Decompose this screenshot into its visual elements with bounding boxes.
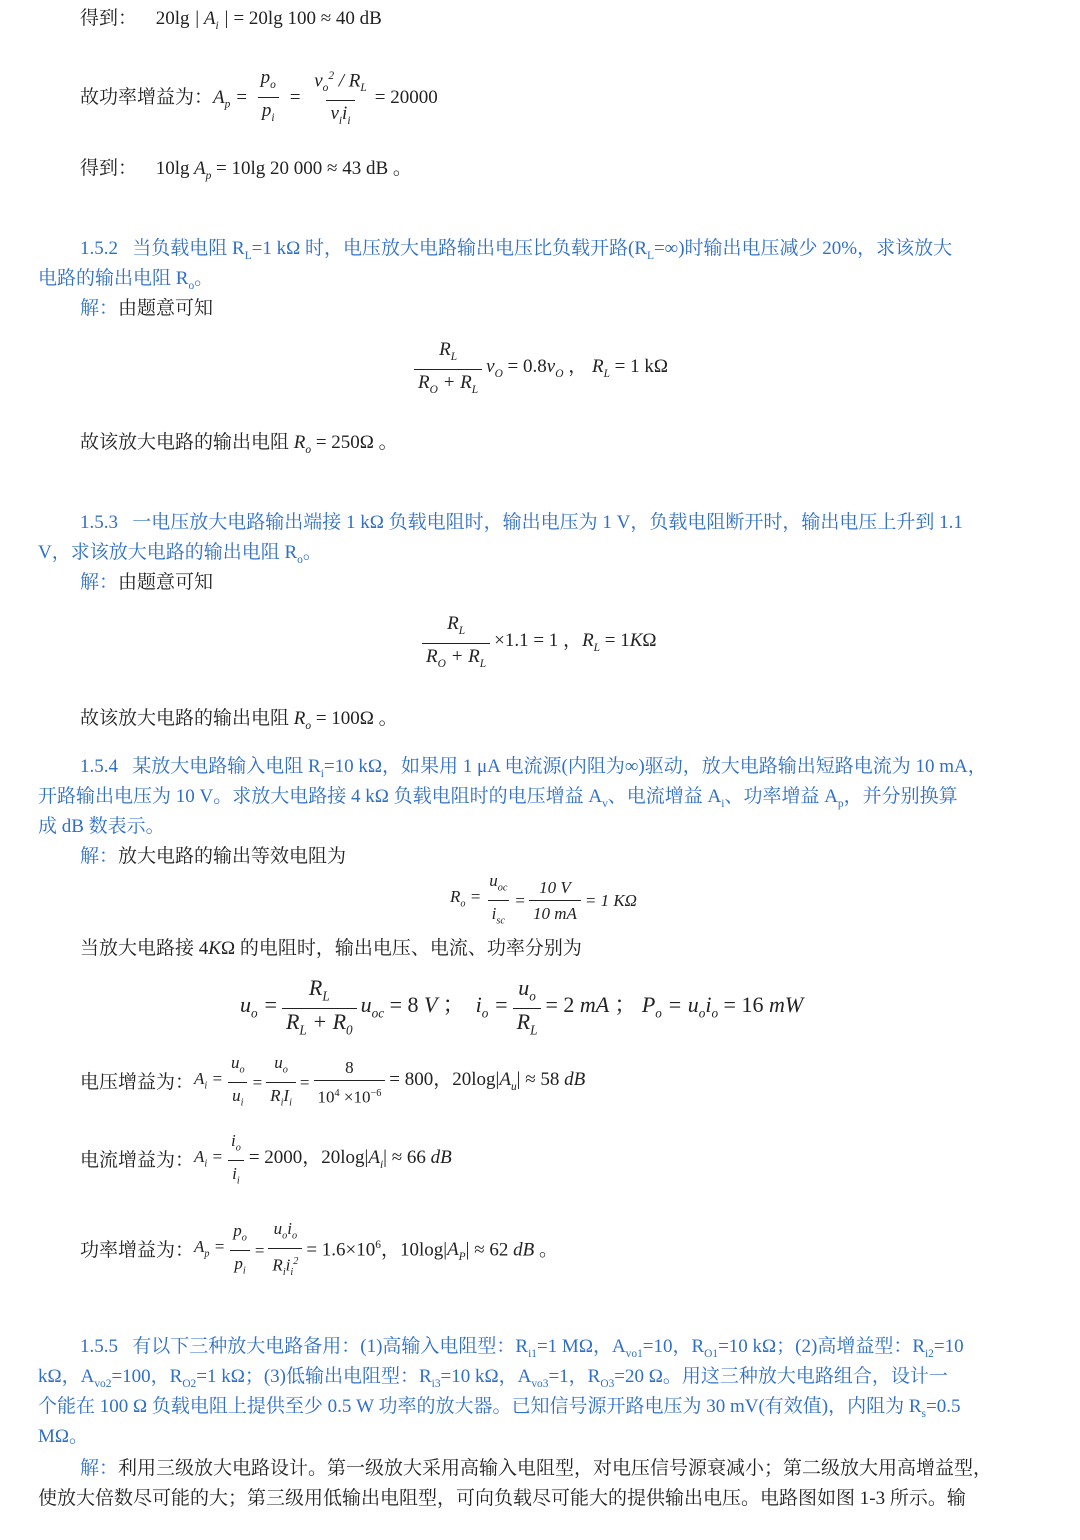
problem-1-5-5-line-3: 个能在 100 Ω 负载电阻上提供至少 0.5 W 功率的放大器。已知信号源开路电压为 30 mV(有效值)，内阻为 $R_s=0.5$ <box>38 1396 961 1420</box>
pgain-frac-1: $\frac{p_o}{p_i}$ <box>229 1220 251 1283</box>
current-gain-result: = 2000，$20\log|A_i| \approx 66$ dB <box>248 1146 452 1171</box>
problem-1-5-2-line-2: 电路的输出电阻 $R_o$。 <box>38 268 214 292</box>
equation-1-5-2 <box>410 338 668 402</box>
get-expr-1: 20lg | $A_i$ | = 20lg 100 ≈ 40 dB <box>155 8 382 32</box>
power-gain-formula: $A_p$ = $\frac{p_o}{p_i}$ = $\frac{v_o^2 / R_L}{v_ii_i}$ <box>213 65 375 132</box>
current-gain-label: 电流增益为： <box>80 1150 195 1171</box>
current-gain-line: 电流增益为： $A_i$ = $\frac{i_o}{i_i}$ = 2000，$20\log|A_i| \approx 66$ dB <box>80 1132 452 1190</box>
problem-1-5-2-line-1: 1.5.2 当负载电阻 $R_L=1$ kΩ 时，电压放大电路输出电压比负载开路$(R_L=\infty)$时输出电压减少 20%，求该放大 <box>80 238 953 262</box>
eq-rhs: $v_O = 0.8v_O$ ， $R_L = 1$ kΩ <box>486 355 668 380</box>
problem-1-5-4-line-3: 成 dB 数表示。 <box>38 816 165 837</box>
get-line-2 <box>80 156 412 189</box>
igain-frac: $\frac{i_o}{i_i}$ <box>227 1130 245 1193</box>
vgain-num: 8 <box>345 1058 354 1078</box>
uo-fraction: $\frac{R_L}{R_L + R_0}$ <box>282 977 357 1042</box>
power-gain-result-2: = $1.6\times 10^6$，$10\log|A_P| \approx 62$ dB 。 <box>306 1238 558 1264</box>
power-gain-label: 故功率增益为： <box>80 87 214 108</box>
problem-1-5-4-line-1: 1.5.4 某放大电路输入电阻 $R_i=10$ kΩ，如果用 1 μA 电流源(内阻为∞)驱动，放大电路输出短路电流为 10 mA， <box>80 756 987 780</box>
vgain-frac-1: $\frac{u_o}{u_i}$ <box>227 1052 249 1115</box>
ro-den: 10 mA <box>529 900 581 925</box>
get-label: 得到： <box>80 8 138 29</box>
voltage-gain-label: 电压增益为： <box>80 1072 195 1093</box>
power-gain-line <box>80 66 438 130</box>
result-1-5-3: 故该放大电路的输出电阻 $R_o = 100\Omega$ 。 <box>80 708 398 732</box>
output-equations: $u_o$ = $\frac{R_L}{R_L + R_0}$ $u_{oc} = 8$ V ； $i_o$ = $\frac{u_o}{R_L}$ = 2 mA ； $P_o = u_oi_o = 16$ mW <box>240 976 803 1042</box>
equation-1-5-3 <box>418 612 657 676</box>
problem-1-5-5-line-1: 1.5.5 有以下三种放大电路备用：(1)高输入电阻型：$R_{i1}=1$ MΩ，$A_{vo1}=10$，$R_{O1}=10$ kΩ；(2)高增益型：$R_{i2}=10$ <box>80 1336 964 1360</box>
solution-1-5-4: 解：放大电路的输出等效电阻为 <box>80 846 347 867</box>
solution-1-5-2: 解：由题意可知 <box>80 298 214 319</box>
power-gain-line-2: 功率增益为： $A_p$ = $\frac{p_o}{p_i}$ = $\frac{u_oi_o}{R_ii_i^2}$ = $1.6\times 10^6$，$10\log|A_P| \approx 62$ dB 。 <box>80 1220 558 1282</box>
solution-1-5-5-line-1: 解：利用三级放大电路设计。第一级放大采用高输入电阻型，对电压信号源衰减小；第二级放大用高增益型， <box>80 1458 993 1479</box>
pgain-frac-2: $\frac{u_oi_o}{R_ii_i^2}$ <box>268 1218 302 1284</box>
problem-1-5-5-line-4: MΩ。 <box>38 1426 89 1447</box>
ro-lhs: $R_o$ = <box>450 887 482 910</box>
voltage-gain-line: 电压增益为： $A_i$ = $\frac{u_o}{u_i}$ = $\frac{u_o}{R_iI_i}$ = $\frac{8}{10^4 \times 10^{-6}}$ = 800，$20\log|A_u| \approx 58$ dB <box>80 1052 585 1114</box>
ro-fraction <box>529 877 581 925</box>
uoc-fraction: $\frac{u_{oc}}{i_{sc}}$ <box>485 870 511 933</box>
rl-fraction-2: $\frac{R_L}{R_O + R_L}$ <box>422 613 490 675</box>
get-label-2: 得到： <box>80 158 138 179</box>
problem-1-5-5-line-2: kΩ，$A_{vo2}=100$，$R_{O2}=1$ kΩ；(3)低输出电阻型：$R_{i3}=10$ kΩ，$A_{vo3}=1$，$R_{O3}=20$ Ω。用这三种放大电路组合，设计一 <box>38 1366 948 1390</box>
eq-rhs-2: ×1.1 = 1 ，$R_L = 1K\Omega$ <box>494 629 657 654</box>
get-expr-2: 10lg $A_p = 10\lg$ 20 000 ≈ 43 dB 。 <box>155 158 412 182</box>
result-1-5-2: 故该放大电路的输出电阻 $R_o = 250\Omega$ 。 <box>80 432 398 456</box>
ro-num: 10 V <box>539 878 571 897</box>
vgain-frac-2: $\frac{u_o}{R_iI_i}$ <box>266 1052 296 1115</box>
voltage-gain-result: = 800，$20\log|A_u| \approx 58$ dB <box>389 1068 586 1093</box>
solution-1-5-5-line-2: 使放大倍数尽可能的大；第三级用低输出电阻型，可向负载尽可能大的提供输出电压。电路图如图 1-3 所示。输 <box>38 1488 966 1509</box>
get-line-1 <box>80 6 382 39</box>
problem-1-5-3-line-1: 1.5.3 一电压放大电路输出端接 1 kΩ 负载电阻时，输出电压为 1 V，负载电阻断开时，输出电压上升到 1.1 <box>80 512 963 533</box>
power-gain-result: = 20000 <box>374 87 438 108</box>
problem-1-5-3-line-2: V，求该放大电路的输出电阻 $R_o$。 <box>38 542 322 566</box>
ro-equation: $R_o$ = $\frac{u_{oc}}{i_{sc}}$ = $\frac{10 V}{10 mA}$ = 1 KΩ <box>450 872 637 930</box>
solution-1-5-3: 解：由题意可知 <box>80 572 214 593</box>
problem-1-5-4-line-2: 开路输出电压为 10 V。求放大电路接 4 kΩ 负载电阻时的电压增益 $A_v$、电流增益 $A_i$、功率增益 $A_p$，并分别换算 <box>38 786 958 810</box>
load-line: 当放大电路接 4KΩ 的电阻时，输出电压、电流、功率分别为 <box>80 938 582 959</box>
ro-rhs: = 1 KΩ <box>584 891 637 910</box>
rl-fraction: $\frac{R_L}{R_O + R_L}$ <box>414 339 482 401</box>
vgain-frac-3: $\frac{8}{10^4 \times 10^{-6}}$ <box>314 1057 386 1109</box>
io-fraction: $\frac{u_o}{R_L}$ <box>513 977 542 1042</box>
power-gain-label-2: 功率增益为： <box>80 1240 195 1261</box>
